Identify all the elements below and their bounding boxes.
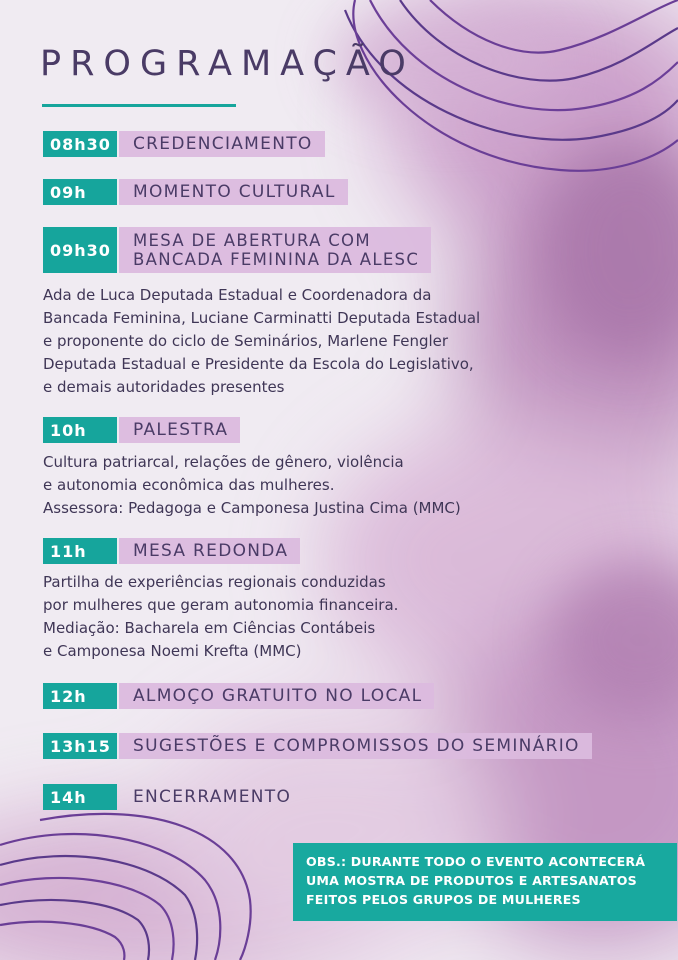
time-badge: 12h (43, 683, 117, 709)
schedule-item-momento-cultural (43, 179, 348, 205)
description-line: Deputada Estadual e Presidente da Escola do Legislativo, (43, 355, 474, 373)
description-line: Cultura patriarcal, relações de gênero, violência (43, 453, 404, 471)
event-label: ENCERRAMENTO (133, 787, 292, 807)
time-badge: 09h (43, 179, 117, 205)
time-badge: 08h30 (43, 131, 117, 157)
description-line: Partilha de experiências regionais conduzidas (43, 573, 386, 591)
event-description (43, 571, 398, 663)
schedule-item-almoco (43, 683, 434, 709)
schedule-item-credenciamento (43, 131, 325, 157)
description-line: Mediação: Bacharela em Ciências Contábeis (43, 619, 376, 637)
schedule-item-mesa-abertura (43, 227, 431, 273)
description-line: e Camponesa Noemi Krefta (MMC) (43, 642, 302, 660)
description-line: Assessora: Pedagoga e Camponesa Justina Cima (MMC) (43, 499, 461, 517)
description-line: Ada de Luca Deputada Estadual e Coordenadora da (43, 286, 432, 304)
event-description (43, 451, 461, 520)
description-line: por mulheres que geram autonomia financeira. (43, 596, 399, 614)
schedule-item-mesa-redonda (43, 538, 300, 564)
event-label: ALMOÇO GRATUITO NO LOCAL (119, 683, 434, 709)
event-label-line: MESA DE ABERTURA COM (133, 231, 371, 250)
time-badge: 14h (43, 784, 117, 810)
description-line: Bancada Feminina, Luciane Carminatti Deputada Estadual (43, 309, 481, 327)
event-label: MESA REDONDA (119, 538, 300, 564)
event-label (119, 227, 431, 273)
event-description (43, 284, 480, 399)
time-badge: 11h (43, 538, 117, 564)
event-label: SUGESTÕES E COMPROMISSOS DO SEMINÁRIO (119, 733, 592, 759)
description-line: e demais autoridades presentes (43, 378, 285, 396)
event-label-line: BANCADA FEMININA DA ALESC (133, 250, 420, 269)
event-label: MOMENTO CULTURAL (119, 179, 348, 205)
observation-line: UMA MOSTRA DE PRODUTOS E ARTESANATOS (306, 873, 637, 888)
schedule-item-sugestoes (43, 733, 592, 759)
schedule-item-encerramento (43, 784, 303, 810)
schedule-item-palestra (43, 417, 240, 443)
observation-line: FEITOS PELOS GRUPOS DE MULHERES (306, 892, 581, 907)
event-label: PALESTRA (119, 417, 240, 443)
time-badge: 13h15 (43, 733, 117, 759)
time-badge: 10h (43, 417, 117, 443)
description-line: e proponente do ciclo de Seminários, Marlene Fengler (43, 332, 449, 350)
time-badge: 09h30 (43, 227, 117, 273)
observation-box (293, 843, 677, 921)
event-label: CREDENCIAMENTO (119, 131, 325, 157)
page-title: PROGRAMAÇÃO (40, 44, 415, 84)
title-underline (42, 104, 236, 107)
observation-line: OBS.: DURANTE TODO O EVENTO ACONTECERÁ (306, 854, 646, 869)
description-line: e autonomia econômica das mulheres. (43, 476, 335, 494)
